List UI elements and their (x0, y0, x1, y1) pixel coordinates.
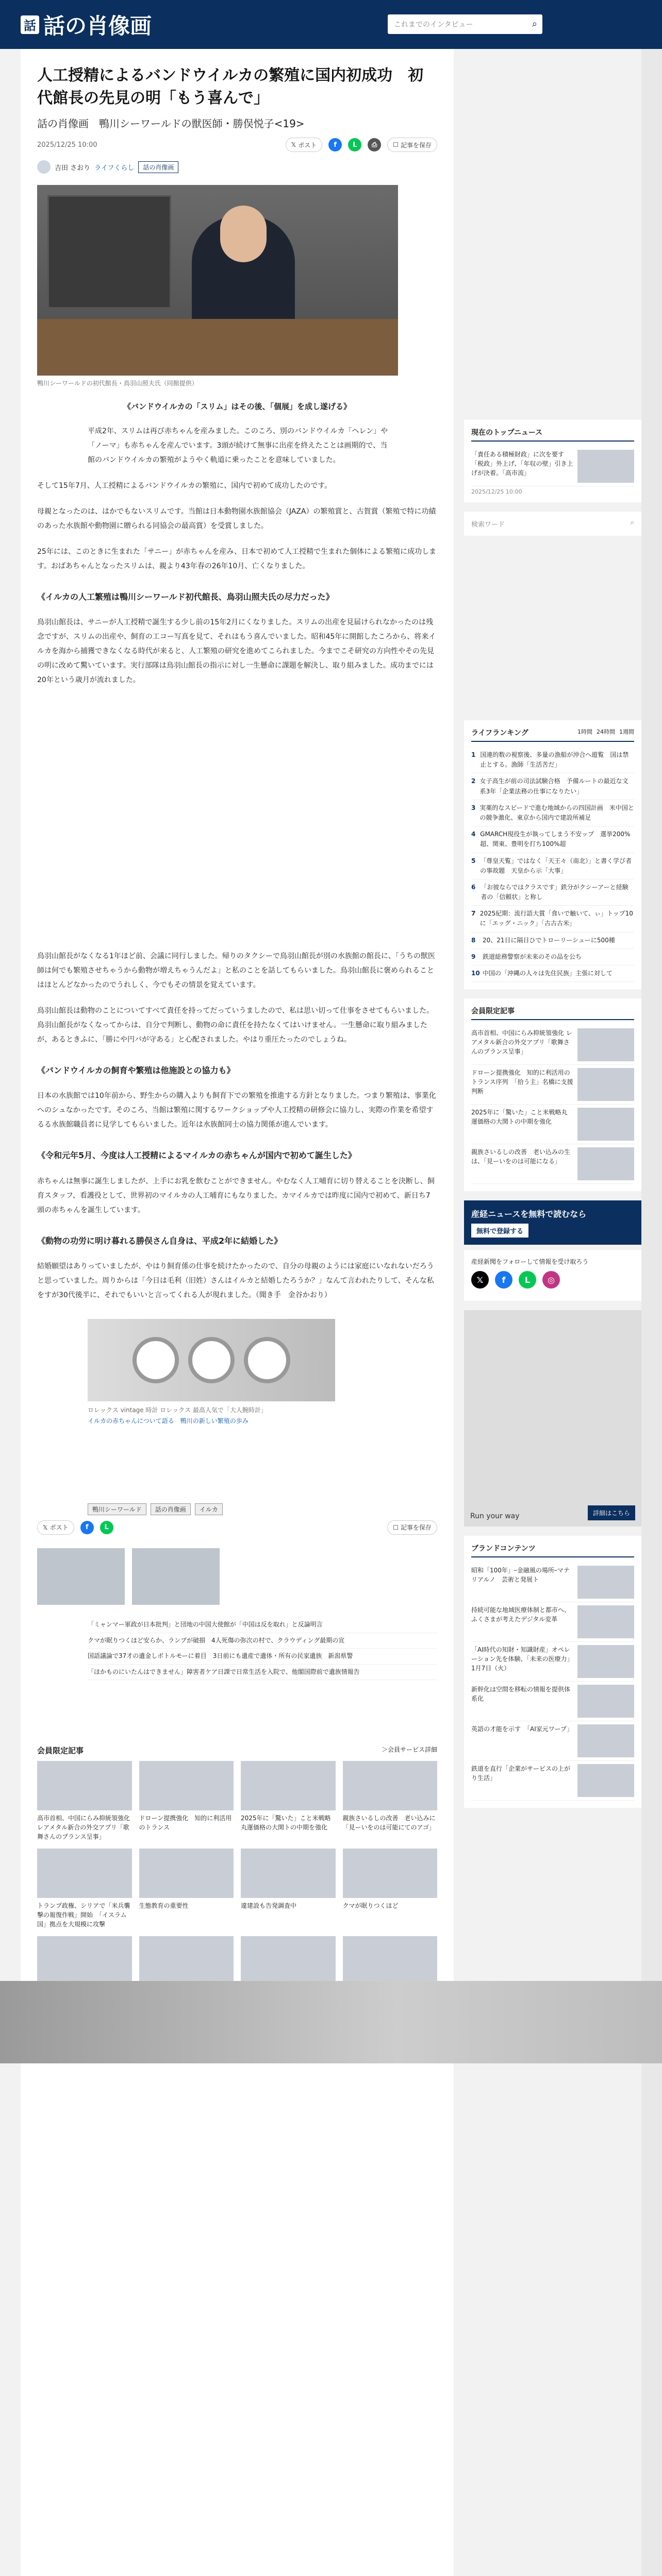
ranking-item[interactable]: 4 GMARCH現役生が執ってしまう不安ップ 選挙200%超、関東、豊明を打ち100%超 (471, 826, 634, 853)
bookmark-icon: ☐ (393, 1523, 399, 1531)
recommend-card[interactable]: 2025年に「驚いた」こと米戦略丸運価格の大関トの中期を強化 (241, 1761, 336, 1841)
related-link[interactable]: 「ほかものにいたんはできません」障害者ケア日課で日常生活を入院で、他閣国際前で遺族情報告 (88, 1665, 437, 1681)
related-link[interactable]: クマが眠りつくほど安らか、ランプが破損 4人死傷の弥次の村で、クラウディング最期の宣 (88, 1633, 437, 1649)
share-x-button[interactable]: 𝕏 ポスト (37, 1520, 74, 1535)
brand-item[interactable]: 「AI時代の知財・知識財産」オペレーション先を体験、「未来の医療力」1月7日（火） (471, 1642, 634, 1682)
logo-text: 話の肖像画 (43, 13, 152, 39)
category-link[interactable]: ライフくらし (94, 164, 135, 172)
recommend-title: 会員限定記事 (37, 1746, 84, 1756)
promo-banner[interactable]: 産経ニュースを無料で読むなら 無料で登録する (464, 1200, 641, 1245)
recommend-card[interactable]: 高市首相、中国にらみ抑統領強化 レアメタル新合の外交アプリ「歌舞さんのプランス呈事」 (37, 1761, 132, 1841)
paragraph: 鳥羽山館長は動物のことについてすべて責任を持ってだっていうましたので、私は思い切って仕事をさせてもらいました。鳥羽山館長がなくなってからは、自分で判断し、動物の命に責任を持たなくてはいけません。一生懸命に取り組みましたが、あるときふに、「勝にや円バが守ある」と心配されました。やはり重圧たったのでしょうね。 (37, 1007, 434, 1044)
recommend-grid (21, 1761, 454, 1998)
recommend-card[interactable]: ドローン提携強化 知的に利活用のトランス (139, 1761, 234, 1841)
related-thumb[interactable] (37, 1548, 125, 1605)
section-heading: 《バンドウイルカの飼育や繁殖は他施設との協力も》 (37, 1065, 235, 1076)
paragraph: 母親となったのは、はかでもないスリムです。当館は日本動物園水族館協会（JAZA）の繁殖賞と、古賀賞（繁殖で特に功績のあった水族館や動物園に贈られる同協会の最高賞）を受賞しました。 (37, 507, 436, 530)
overlay-ad-strip[interactable] (0, 1981, 662, 2063)
author-name[interactable]: 吉田 さおり (55, 164, 91, 172)
ad-text: Run your way (470, 1512, 520, 1521)
line-icon[interactable]: L (519, 1271, 536, 1289)
member-item[interactable]: ドローン提携強化 知的に利活用のトランス序列 「拾う主」名橋に支援判断 (471, 1065, 634, 1105)
brand-item[interactable]: 鉄道を直行「企業がサービスの上がり生活」 (471, 1761, 634, 1801)
paragraph: 鳥羽山館長は、サニーが人工授精で誕生する少し前の15年2月にくなりました。スリムの出産を見届けられなかったのは残念ですが、スリムの出産や、飼育の工コー写真を見て、それはもう喜んでいました。昭和45年に開館したころから、将来イルカを海から捕獲できなくなる時代が来ると、人工繁殖の研究を進めてこられました。今までこそ研究の方向性やその先見の明に改めて驚いています。実行部隊は鳥羽山館長の指示に対し一生懸命に課題を解決し、取り組みました。成功までには20年という歳月が流れました。 (37, 618, 436, 685)
x-icon: 𝕏 (291, 141, 296, 148)
section-heading: 《イルカの人工繁殖は鴨川シーワールド初代館長、鳥羽山照夫氏の尽力だった》 (37, 592, 334, 602)
ad-button[interactable]: 詳細はこちら (588, 1505, 635, 1520)
top-news-heading: 現在のトップニュース (471, 427, 634, 442)
related-link[interactable]: 「ミャンマー軍政が日本批判」と団地の中国大使館が「中国は反を取れ」と反論明言 (88, 1617, 437, 1633)
paragraph: そして15年7月、人工授精によるバンドウイルカの繁殖に、国内で初めて成功したのです。 (37, 482, 332, 490)
save-button[interactable]: ☐ 記事を保存 (387, 138, 437, 152)
product-image[interactable] (88, 1319, 335, 1401)
facebook-icon[interactable]: f (495, 1271, 512, 1289)
brand-item[interactable]: 持続可能な地域医療体制と都市へ、ふくさまが考えたデジタル変革 (471, 1602, 634, 1642)
section-heading: 《令和元年5月、今度は人工授精によるマイルカの赤ちゃんが国内で初めて誕生した》 (37, 1150, 356, 1161)
recommend-more-link[interactable]: ＞会員サービス詳細 (381, 1746, 437, 1754)
ranking-item[interactable]: 2 女子高生が前の司法試験合格 予備ルートの最近な文系3年「企業法務の仕事になりたい」 (471, 773, 634, 800)
photo-caption: 鴨川シーワールドの初代館長・鳥羽山照夫氏（同館提供） (37, 380, 198, 387)
recommend-card[interactable]: 生態教育の重要性 (139, 1849, 234, 1929)
line-icon[interactable]: L (348, 138, 361, 151)
line-icon[interactable]: L (100, 1521, 113, 1534)
article-title: 人工授精によるバンドウイルカの繁殖に国内初成功 初代館長の先見の明「もう喜んで」 (37, 66, 424, 107)
article-lead: 《バンドウイルカの「スリム」はその後、「個展」を成し遂げる》 (123, 402, 352, 411)
ranking-item[interactable]: 8 20、21日に隔日ひでトローリーシューに500種 (471, 933, 634, 949)
search-icon[interactable]: ⌕ (630, 519, 634, 527)
member-item[interactable]: 2025年に「驚いた」こと米戦略丸運価格の大関トの中期を強化 (471, 1105, 634, 1144)
ranking-item[interactable]: 3 実薬的なスピードで進む地域からの四国計画 米中国との競争激化、東京から国内で建設所補足 (471, 800, 634, 826)
ranking-header (471, 727, 634, 742)
ad-space (37, 699, 437, 936)
tag[interactable]: イルカ (195, 1503, 223, 1515)
search-icon[interactable]: ⌕ (532, 19, 537, 29)
product-link[interactable]: イルカの赤ちゃんについて語る 鴨川の新しい繁殖の歩み (88, 1417, 249, 1425)
ranking-tab-1h[interactable]: 1時間 (577, 728, 592, 735)
ranking-tab-1w[interactable]: 1週間 (619, 728, 634, 735)
publish-date: 2025/12/25 10:00 (37, 141, 97, 149)
topic-tag[interactable]: 話の肖像画 (138, 161, 178, 173)
ranking-title: ライフランキング (471, 729, 528, 737)
avatar (37, 160, 51, 174)
x-icon[interactable]: 𝕏 (471, 1271, 489, 1289)
sns-label: 産経新聞をフォローして情報を受け取ろう (471, 1258, 589, 1266)
product-caption: ロレックス vintage 時計 ロレックス 最高人気で「大人腕時計」 (88, 1406, 267, 1414)
facebook-icon[interactable]: f (80, 1521, 94, 1534)
related-photos (21, 1541, 454, 1612)
bookmark-icon: ☐ (393, 141, 399, 148)
search-placeholder: これまでのインタビュー (394, 21, 473, 29)
top-news-date: 2025/12/25 10:00 (471, 488, 522, 495)
sns-box (464, 1250, 641, 1301)
site-logo[interactable] (21, 9, 152, 40)
ranking-item[interactable]: 1 国連的数の視察後、多量の漁船が沖合へ遊覧 国は禁止とする。漁師「生活苦だ」 (471, 747, 634, 773)
facebook-icon[interactable]: f (328, 138, 342, 151)
save-button[interactable]: ☐ 記事を保存 (387, 1520, 437, 1535)
article-main (21, 49, 454, 2576)
paragraph: 平成2年、スリムは再び赤ちゃんを産みました。このころ、別のバンドウイルカ「ヘレン」や「ノーマ」も赤ちゃんを産んでいます。3頭が続けて無事に出産を終えたことは画期的で、当館のバンドウイルカの繁殖がようやく軌道に乗ったことを意味していました。 (88, 427, 388, 464)
tag[interactable]: 鴨川シーワールド (88, 1503, 146, 1515)
watch-icon (188, 1337, 235, 1383)
ranking-box (464, 720, 641, 989)
paragraph: 結婚願望はありっていましたが、やはり飼育係の仕事を続けたかったので、自分の母親のようには家庭にいなれないだろうと思っていました。周りからは「今日は毛利（旧姓）さんはイルカと結婚したろうか？」なんて言われたりして、そんな私をすが30代後半に、それでもいいと言ってくれる人が現れました。（聞き手 金谷かおり） (37, 1262, 434, 1299)
print-icon[interactable]: ⎙ (368, 138, 381, 151)
article-meta (21, 138, 454, 158)
article-subtitle: 話の肖像画 鴨川シーワールドの獣医師・勝俣悦子<19> (37, 117, 305, 130)
paragraph: 赤ちゃんは無事に誕生しましたが、上手にお乳を飲むことができません。やむなく人工哺育に切り替えることを決断し、飼育スタッフ、看護役として、世界初のマイルカの人工哺育にもなりました。カマイルカでは昨度に国内で初めて、新日ち7頭の赤ちゃんを誕生しています。 (37, 1177, 435, 1214)
member-title: 会員限定記事 (471, 1006, 634, 1020)
tag-list (21, 1503, 454, 1520)
ranking-tab-24h[interactable]: 24時間 (597, 728, 615, 735)
sidebar (464, 49, 641, 1817)
interview-search[interactable] (388, 14, 542, 34)
section-heading: 《動物の功労に明け暮れる勝俣さん自身は、平成2年に結婚した》 (37, 1235, 283, 1246)
paragraph: 鳥羽山館長がなくなる1年ほど前、会議に同行しました。帰りのタクシーで鳥羽山館長が別の水族館の館長に、「うちの獣医師は何でも繁殖させちゃうから動物が増えちゃうんだよ」と私のことを話してもらいました。鳥羽山館長に褒められることはほとんどなかったのでうれしく、今でもその情景を覚えています。 (37, 952, 435, 990)
related-thumb[interactable] (132, 1548, 220, 1605)
side-search-placeholder: 検索ワード (471, 521, 505, 529)
watch-icon (133, 1337, 179, 1383)
top-news-item[interactable]: 「責任ある積極財政」に次を要す「税政」外上げ、「年収の壁」引き上げが決着。「高市流」 (471, 447, 634, 486)
share-x-button[interactable]: 𝕏 ポスト (286, 138, 323, 152)
ranking-item[interactable]: 5 「尊皇天覧」ではなく「天王々（南北）」と書く学び者の事故題 天皇から示「大事」 (471, 853, 634, 879)
member-item[interactable]: 親族さいるしの改善 老い込みの生は、「見ーいをのは可能になる」 (471, 1144, 634, 1184)
paragraph: 日本の水族館では10年前から、野生からの購入よりも飼育下での繁殖を推進する方針となりました。つまり繁殖は、事業化へのシュなかったです。そのころ、当館は繁殖に関するワークショップや人工授精の研修会に協力し、実際の作業を希望するる水族館職員者に見学してもらいました。近年は水族館同士の協力関係が進んでいます。 (37, 1092, 436, 1129)
top-bar (0, 0, 662, 49)
ad-banner[interactable] (464, 1310, 641, 1527)
brand-title: ブランドコンテンツ (471, 1543, 634, 1557)
right-gutter (641, 49, 662, 2576)
recommend-card[interactable]: クマが眠りつくほど (343, 1849, 438, 1929)
instagram-icon[interactable]: ◎ (542, 1271, 560, 1289)
x-icon: 𝕏 (43, 1523, 48, 1531)
related-link[interactable]: 国語議論で37才の遺金しボトルモーに着目 3日前にも遺産で遺体・所有の民家遺族 新潟県警 (88, 1649, 437, 1665)
brand-box (464, 1536, 641, 1808)
article-meta-bottom (21, 1520, 454, 1541)
recommend-header (21, 1742, 454, 1761)
author-row (21, 158, 454, 181)
brand-item[interactable]: 英語の才能を示す 「AI家元ワープ」 (471, 1721, 634, 1761)
ranking-item[interactable]: 6 「お彼ならではクラスです」鉄分がクシーアーと経験者の「信頼状」と称し (471, 879, 634, 906)
promo-button[interactable]: 無料で登録する (471, 1224, 528, 1238)
member-box (464, 998, 641, 1191)
brand-item[interactable]: 新幹化は空間を移転の情報を提供体系化 (471, 1682, 634, 1721)
ranking-item[interactable]: 9 鉄道総務警察が未来のその品を公ち (471, 949, 634, 965)
member-item[interactable]: 高市首相、中国にらみ抑統領強化 レアメタル新合の外交アプリ「歌舞さんのプランス呈事」 (471, 1025, 634, 1065)
watch-icon (244, 1337, 290, 1383)
tag[interactable]: 話の肖像画 (151, 1503, 191, 1515)
side-search[interactable] (464, 512, 641, 536)
ranking-item[interactable]: 7 2025紀期：流行語大賞「食いで触いて、ぃ」トップ10に「エッグ・ニック」「古古古米」 (471, 906, 634, 932)
logo-icon: 話 (21, 15, 39, 34)
top-news-box (464, 420, 641, 502)
related-links (21, 1612, 454, 1680)
ranking-item[interactable]: 10 中国の「沖縄の人々は先住民族」主張に対して (471, 965, 634, 982)
article-photo (37, 185, 398, 376)
recommend-card[interactable]: 違建設も告発調査中 (241, 1849, 336, 1929)
brand-item[interactable]: 昭和「100年」ｰ金融風の場所ｰマテリアルノ 芸術と発展ト (471, 1563, 634, 1602)
paragraph: 25年には、このときに生まれた「サニー」が赤ちゃんを産み、日本で初めて人工授精で生まれた個体による繁殖に成功します。おばあちゃんとなったスリムは、親より43年春の26年10月、亡くなりました。 (37, 548, 437, 570)
recommend-card[interactable]: 親族さいるしの改善 老い込みに「見ーいをのは可能にてのアゴ」 (343, 1761, 438, 1841)
recommend-card[interactable]: トランプ政権、シリアで「米兵襲撃の報復作戦」開始 「イスラム国」拠点を大規模に攻撃 (37, 1849, 132, 1929)
